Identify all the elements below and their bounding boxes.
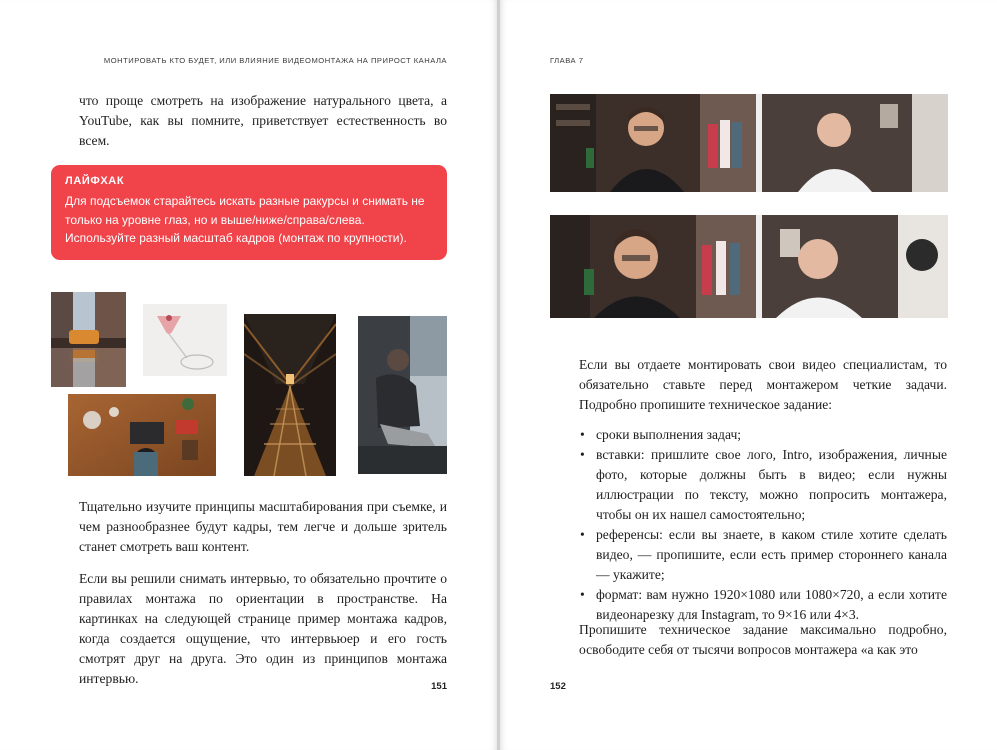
photo-city-street xyxy=(51,292,126,387)
lifehack-heading: ЛАЙФХАК xyxy=(65,175,125,187)
photo-desk-workspace xyxy=(68,394,216,476)
running-head: МОНТИРОВАТЬ КТО БУДЕТ, ИЛИ ВЛИЯНИЕ ВИДЕОМОНТАЖА НА ПРИРОСТ КАНАЛА xyxy=(103,56,447,65)
running-head: ГЛАВА 7 xyxy=(550,56,584,65)
lifehack-callout xyxy=(51,165,447,260)
list-item: • вставки: пришлите свое лого, Intro, изображения, личные фото, которые должны быть в видео; если нужны иллюстрации по тексту, можно попросить монтажера, чтобы он их нашел самостоятельно; xyxy=(579,445,947,525)
page-number: 152 xyxy=(550,681,566,692)
photo-seated-person xyxy=(358,316,447,474)
interview-frame-wide xyxy=(550,94,948,192)
final-paragraph: Пропишите техническое задание максимально подробно, освободите себя от тысячи вопросов монтажера «а как это xyxy=(579,622,947,657)
editor-paragraph: Если вы отдаете монтировать свои видео специалистам, то обязательно ставьте перед монтажером четкие задачи. Подробно пропишите техническое задание: xyxy=(579,357,947,412)
intro-paragraph: что проще смотреть на изображение натурального цвета, а YouTube, как вы помните, приветствует естественность во всем. xyxy=(79,93,447,148)
requirements-list xyxy=(579,425,947,625)
lifehack-text: Для подсъемок старайтесь искать разные ракурсы и снимать не только на уровне глаз, но и выше/ниже/справа/слева. Используйте разный масштаб кадров (монтаж по крупности). xyxy=(65,194,425,245)
page-number: 151 xyxy=(431,681,447,692)
photo-cocktail xyxy=(143,304,227,376)
list-item: • сроки выполнения задач; xyxy=(579,425,947,445)
list-item: • референсы: если вы знаете, в каком стиле хотите сделать видео, — пропишите, если есть пример стороннего канала — укажите; xyxy=(579,525,947,585)
interview-paragraph: Если вы решили снимать интервью, то обязательно прочтите о правилах монтажа по ориентации в пространстве. На картинках на следующей странице пример монтажа кадров, когда создается ощущение, что интервьюер и его гость смотрят друг на друга. Это один из принципов монтажа интервью. xyxy=(79,571,447,686)
photo-bridge xyxy=(244,314,336,476)
list-item: • формат: вам нужно 1920×1080 или 1080×720, а если хотите видеонарезку для Instagram, то 9×16 или 4×3. xyxy=(579,585,947,625)
interview-frame-closeup xyxy=(550,215,948,318)
right-page xyxy=(500,0,997,750)
scaling-paragraph: Тщательно изучите принципы масштабирования при съемке, и чем разнообразнее будут кадры, тем легче и дольше зритель станет смотреть ваш контент. xyxy=(79,499,447,554)
left-page xyxy=(0,0,497,750)
